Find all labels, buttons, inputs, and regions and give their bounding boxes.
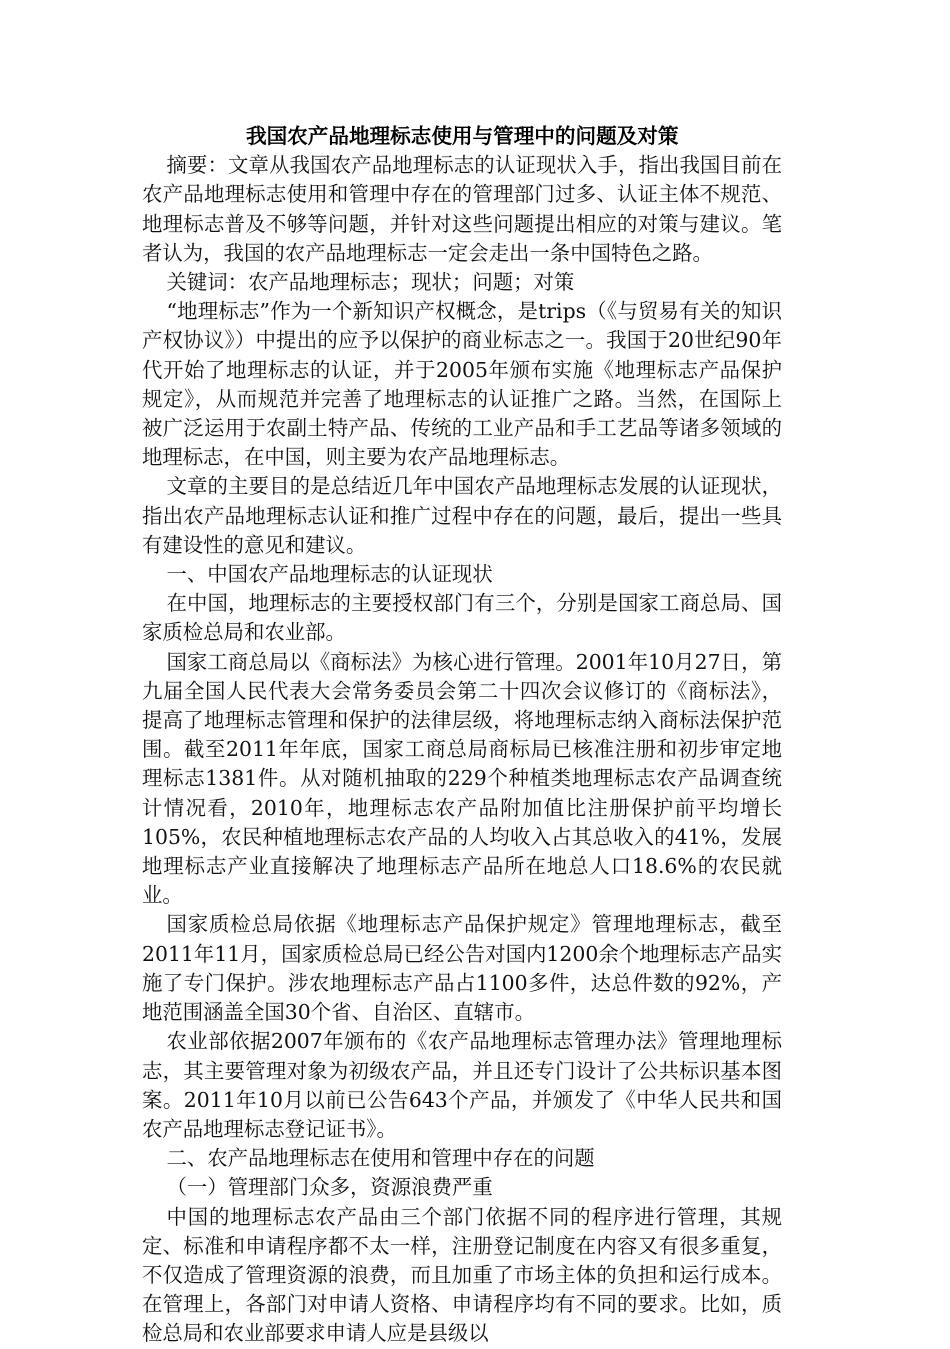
- document-title: 我国农产品地理标志使用与管理中的问题及对策: [246, 124, 679, 148]
- body-paragraph: “地理标志”作为一个新知识产权概念，是trips（《与贸易有关的知识产权协议》）中提出的应予以保护的商业标志之一。我国于20世纪90年代开始了地理标志的认证，并于2005年颁布实施《地理标志产品保护规定》，从而规范并完善了地理标志的认证推广之路。当然，在国际上被广泛运用于农副土特产品、传统的工业产品和手工艺品等诸多领域的地理标志，在中国，则主要为农产品地理标志。: [142, 299, 782, 470]
- body-paragraph: 国家质检总局依据《地理标志产品保护规定》管理地理标志，截至2011年11月，国家质检总局已经公告对国内1200余个地理标志产品实施了专门保护。涉农地理标志产品占1100多件，达总件数的92%，产地范围涵盖全国30个省、自治区、直辖市。: [142, 912, 782, 1025]
- body-paragraph: 农业部依据2007年颁布的《农产品地理标志管理办法》管理地理标志，其主要管理对象为初级农产品，并且还专门设计了公共标识基本图案。2011年10月以前已公告643个产品，并颁发了《中华人民共和国农产品地理标志登记证书》。: [142, 1029, 782, 1141]
- section-heading: 二、农产品地理标志在使用和管理中存在的问题: [166, 1146, 595, 1171]
- body-paragraph: 国家工商总局以《商标法》为核心进行管理。2001年10月27日，第九届全国人民代表大会常务委员会第二十四次会议修订的《商标法》，提高了地理标志管理和保护的法律层级，将地理标志纳入商标法保护范围。截至2011年年底，国家工商总局商标局已核准注册和初步审定地理标志1381件。从对随机抽取的229个种植类地理标志农产品调查统计情况看，2010年，地理标志农产品附加值比注册保护前平均增长105%，农民种植地理标志农产品的人均收入占其总收入的41%，发展地理标志产业直接解决了地理标志产品所在地总人口18.6%的农民就业。: [142, 649, 782, 908]
- body-paragraph: 中国的地理标志农产品由三个部门依据不同的程序进行管理，其规定、标准和申请程序都不太一样，注册登记制度在内容又有很多重复，不仅造成了管理资源的浪费，而且加重了市场主体的负担和运行成本。在管理上，各部门对申请人资格、申请程序均有不同的要求。比如，质检总局和农业部要求申请人应是县级以: [142, 1204, 782, 1346]
- section-heading: 一、中国农产品地理标志的认证现状: [166, 562, 493, 587]
- abstract-paragraph: 摘要：文章从我国农产品地理标志的认证现状入手，指出我国目前在农产品地理标志使用和管理中存在的管理部门过多、认证主体不规范、地理标志普及不够等问题，并针对这些问题提出相应的对策与建议。笔者认为，我国的农产品地理标志一定会走出一条中国特色之路。: [142, 153, 782, 265]
- document-body: [142, 122, 782, 1349]
- keywords-paragraph: 关键词：农产品地理标志；现状；问题；对策: [166, 270, 575, 295]
- body-paragraph: 在中国，地理标志的主要授权部门有三个，分别是国家工商总局、国家质检总局和农业部。: [142, 591, 782, 645]
- subsection-heading: （一）管理部门众多，资源浪费严重: [166, 1175, 493, 1200]
- body-paragraph: 文章的主要目的是总结近几年中国农产品地理标志发展的认证现状，指出农产品地理标志认证和推广过程中存在的问题，最后，提出一些具有建设性的意见和建议。: [142, 474, 782, 557]
